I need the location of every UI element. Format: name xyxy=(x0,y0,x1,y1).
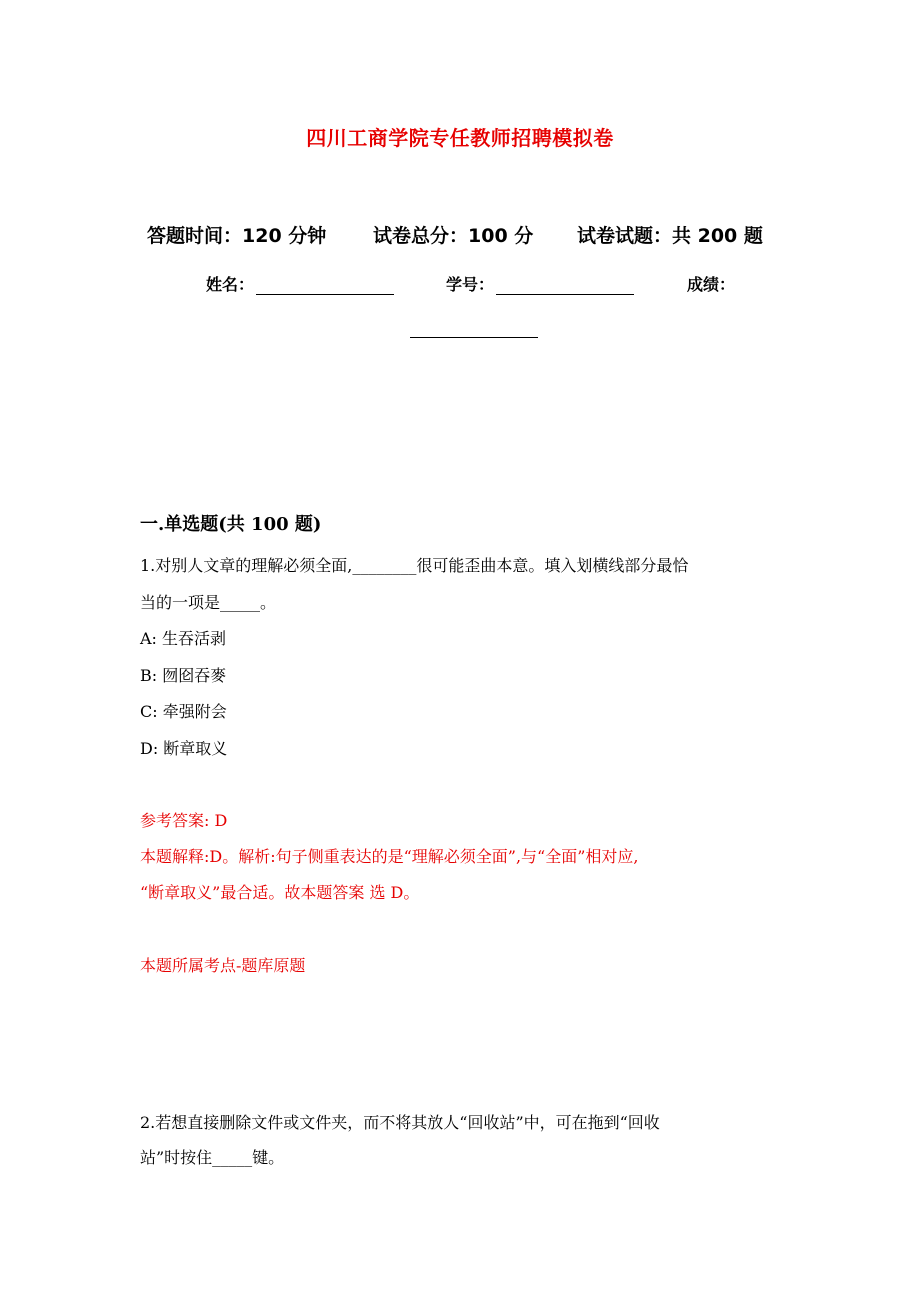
question-1-stem-line-2: 当的一项是_____。 xyxy=(140,593,277,612)
question-1-option-a: A: 生吞活剥 xyxy=(140,629,227,648)
question-1-stem-line-1: 1.对别人文章的理解必须全面,________很可能歪曲本意。填入划横线部分最恰 xyxy=(140,556,689,575)
name-field xyxy=(206,272,394,295)
question-1-option-d: D: 断章取义 xyxy=(140,739,228,758)
exam-time: 答题时间：120 分钟 xyxy=(147,225,327,247)
student-id-label: 学号： xyxy=(446,275,495,294)
question-2-stem-line-1: 2.若想直接删除文件或文件夹，而不将其放人“回收站”中，可在拖到“回收 xyxy=(140,1113,660,1132)
page-title: 四川工商学院专任教师招聘模拟卷 xyxy=(306,126,614,150)
question-1-option-c: C: 牵强附会 xyxy=(140,702,227,721)
grade-label: 成绩： xyxy=(687,275,736,294)
student-id-field xyxy=(446,272,634,295)
exam-total-score: 试卷总分：100 分 xyxy=(373,225,534,247)
question-1-topic: 本题所属考点-题库原题 xyxy=(140,956,306,975)
grade-blank xyxy=(410,337,538,338)
question-1-explanation-line-2: “断章取义”最合适。故本题答案 选 D。 xyxy=(140,883,420,902)
student-id-blank xyxy=(496,278,634,295)
question-2-stem-line-2: 站”时按住_____键。 xyxy=(140,1148,285,1167)
exam-question-count: 试卷试题：共 200 题 xyxy=(577,225,763,247)
question-1-answer: 参考答案: D xyxy=(140,811,228,830)
question-1-option-b: B: 囫囵吞麥 xyxy=(140,666,227,685)
name-label: 姓名： xyxy=(206,275,255,294)
grade-field xyxy=(687,272,735,295)
section-title: 一.单选题(共 100 题) xyxy=(140,514,322,535)
name-blank xyxy=(256,278,394,295)
question-1-explanation-line-1: 本题解释:D。解析:句子侧重表达的是“理解必须全面”,与“全面”相对应, xyxy=(140,847,639,866)
